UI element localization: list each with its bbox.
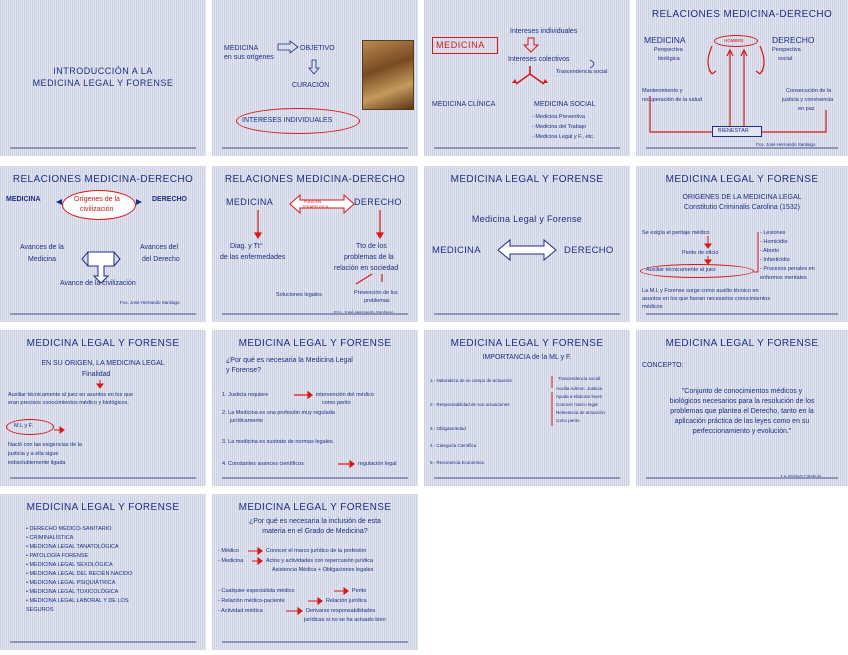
label-intereses-colectivos: Intereses colectivos <box>508 56 570 63</box>
label-perspectiva-biologica: Perspectiva <box>654 47 683 53</box>
label-derecho-2: del Derecho <box>142 256 180 263</box>
label-medicina: MEDICINA <box>224 45 259 52</box>
slide-10[interactable] <box>212 330 418 486</box>
list-item: • MEDICINA LEGAL DEL RECIÉN NACIDO <box>26 571 133 577</box>
list-item: - Aborto <box>760 248 780 254</box>
slide-12[interactable] <box>636 330 848 486</box>
list-item: • PATOLOGÍA FORENSE <box>26 553 89 559</box>
slide-divider <box>10 147 196 149</box>
label-auxiliar: Auxiliar técnicamente al juez <box>646 267 716 273</box>
label-curacion: CURACIÓN <box>292 82 330 89</box>
item-medicina-result-2: Asistencia Médica + Obligaciones legales <box>272 567 374 573</box>
slide-title: MEDICINA LEGAL Y FORENSE <box>26 502 180 513</box>
bracket-lines <box>424 330 630 486</box>
label-hombre: HOMBRE <box>724 38 744 43</box>
slide-divider <box>646 477 838 479</box>
slide-6[interactable] <box>212 166 418 322</box>
double-arrow <box>424 166 630 322</box>
item-especialista-result: Perito <box>352 588 367 594</box>
item-1-result: intervención del médico <box>316 392 374 398</box>
item-actividad-result: Derivarse responsabilidades <box>306 608 376 614</box>
footnote-line1: La M.L y Forense surge como auxilio técnico en <box>642 288 759 294</box>
right-item: Conocer marco legal <box>556 402 598 407</box>
slide-title: RELACIONES MEDICINA-DERECHO <box>12 174 194 185</box>
slide-title: MEDICINA LEGAL Y FORENSE <box>238 338 392 349</box>
list-item: • MEDICINA LEGAL SEXOLÓGICA <box>26 562 113 568</box>
label-perspectiva-social: Perspectiva <box>772 47 801 53</box>
slide-3[interactable] <box>424 0 630 156</box>
slide-divider <box>646 313 838 315</box>
slide-4[interactable] <box>636 0 848 156</box>
slide-title: MEDICINA LEGAL Y FORENSE <box>450 174 604 185</box>
item-medico-result: Conocer el marco jurídico de la profesión <box>266 548 367 554</box>
label-justicia: justicia y convivencia <box>782 97 834 103</box>
arrows <box>212 494 418 650</box>
label-mantenimiento: Mantenimiento y <box>642 88 683 94</box>
label-exigia: Se exigía el peritaje médico <box>642 230 710 236</box>
label-nacio-1: Nació con las exigencias de la <box>8 442 82 448</box>
label-medicina: MEDICINA <box>6 196 41 203</box>
slide-9[interactable] <box>0 330 206 486</box>
list-item: - Lesiones <box>760 230 786 236</box>
list-item: • CRIMINALÍSTICA <box>26 535 74 541</box>
label-prevencion: Prevención de los <box>354 290 398 296</box>
quote-line4: aplicación práctica de las leyes como en su <box>674 418 810 425</box>
label-recuperacion: recuperación de la salud <box>642 97 702 103</box>
arrows <box>212 330 418 486</box>
list-item: • MEDICINA LEGAL TANATOLÓGICA <box>26 544 119 550</box>
label-perito: Perito de oficio <box>682 250 719 256</box>
heading-importancia: IMPORTANCIA de la ML y F. <box>482 354 572 361</box>
painting-image <box>362 40 414 110</box>
heading-origen: EN SU ORIGEN, LA MEDICINA LEGAL <box>41 360 165 367</box>
label-intereses: INTERESES INDIVIDUALES <box>242 117 333 124</box>
label-nacio-2: justicia y a ella sigue <box>8 451 59 457</box>
label-origenes: Orígenes de la <box>74 196 120 203</box>
right-item: Relevancia de actuación <box>556 410 606 415</box>
item-relacion: - Relación médico-paciente <box>218 598 285 604</box>
right-item: Trascendencia social <box>558 376 601 381</box>
label-objetivo: OBJETIVO <box>300 45 335 52</box>
quote-line3: problemas que plantea el Derecho, tanto en la <box>670 408 814 415</box>
label-biologica: biológica <box>658 56 680 62</box>
item-medicina-result: Actos y actividades con repercusión jurídica <box>266 558 373 564</box>
label-medicina-clinica: MEDICINA CLÍNICA <box>432 101 496 108</box>
label-nacio-3: indisolublemente ligada <box>8 460 66 466</box>
slide-divider <box>434 147 620 149</box>
item-1: 1. Justicia requiere <box>222 392 269 398</box>
slide-title: MEDICINA LEGAL Y FORENSE <box>665 174 819 185</box>
label-medicina: MEDICINA <box>226 197 274 207</box>
question-line2: y Forense? <box>226 367 262 374</box>
label-tratamiento: Tto de los <box>356 243 387 250</box>
list-item: • MEDICINA LEGAL PSIQUIÁTRICA <box>26 580 116 586</box>
label-medicina: MEDICINA <box>436 40 485 50</box>
label-funcion: FUNCIÓN <box>304 200 322 204</box>
label-diagnostico: Diag. y Tt° <box>230 243 263 250</box>
item-2: 2.- Responsabilidad de sus actuaciones <box>430 402 510 407</box>
slide-title-line2: MEDICINA LEGAL Y FORENSE <box>32 78 174 88</box>
list-item: - Homicidio <box>760 239 788 245</box>
slide-divider <box>434 313 620 315</box>
label-civilizacion: civilización <box>80 206 114 213</box>
label-derecho: DERECHO <box>772 35 815 45</box>
item-3: 3.- Obligatoriedad <box>430 426 466 431</box>
slide-divider <box>10 641 196 643</box>
right-item: como perito <box>556 418 580 423</box>
label-paz: en paz <box>798 106 815 112</box>
list-item: - Medicina del Trabajo <box>532 124 587 130</box>
item-4: 4. Constantes avances científicos <box>222 461 304 467</box>
slide-title: RELACIONES MEDICINA-DERECHO <box>224 174 406 185</box>
label-medicina: MEDICINA <box>432 245 481 256</box>
item-1: 1.- Naturaleza de su campo de actuación <box>430 378 513 383</box>
list-item: - Infanticidio <box>760 257 790 263</box>
slide-1[interactable] <box>0 0 206 156</box>
right-item: Auxilia Admon. Justicia <box>556 386 603 391</box>
slide-divider <box>10 477 196 479</box>
label-terapeutica: TERAPÉUTICA <box>302 205 329 209</box>
slide-title: MEDICINA LEGAL Y FORENSE <box>665 338 819 349</box>
list-item: - Medicina Legal y F., etc. <box>532 134 595 140</box>
item-especialista: - Cualquier especialista médico <box>218 588 295 594</box>
label-derecho: DERECHO <box>354 197 402 207</box>
quote-line1: "Conjunto de conocimientos médicos y <box>681 388 803 395</box>
item-4-result: regulación legal <box>358 461 397 467</box>
slide-divider <box>434 477 620 479</box>
slide-14[interactable] <box>212 494 418 650</box>
slide-divider <box>222 313 408 315</box>
arrows <box>424 0 630 156</box>
question-line1: ¿Por qué es necesaria la Medicina Legal <box>226 357 353 364</box>
item-medicina: - Medicina <box>218 558 244 564</box>
label-problemas-2: problemas <box>364 298 390 304</box>
item-5: 5.- Resonancia Económica <box>430 460 484 465</box>
question-line1: ¿Por qué es necesaria la inclusión de esta <box>249 518 381 525</box>
slide-2[interactable] <box>212 0 418 156</box>
quote-line5: perfeccionamiento y evolución." <box>692 428 792 435</box>
label-enfermedades: de las enfermedades <box>220 254 286 261</box>
footnote-line2: asuntos en los que fueran necesarios conocimientos <box>642 296 771 302</box>
item-2: 2. La Medicina es una profesión muy regulada <box>222 410 335 416</box>
right-item: Ayuda a elaborar leyes <box>556 394 602 399</box>
label-avance-civilizacion: Avance de la civilización <box>60 280 136 287</box>
label-medicina-social: MEDICINA SOCIAL <box>534 101 596 108</box>
slide-13[interactable] <box>0 494 206 650</box>
label-derecho: DERECHO <box>152 196 188 203</box>
slide-divider <box>222 641 408 643</box>
slide-title: MEDICINA LEGAL Y FORENSE <box>450 338 604 349</box>
list-item: SEGUROS <box>26 607 54 613</box>
label-auxiliar-2: eran precisos conocimientos médico y biológicos. <box>8 400 129 406</box>
label-concepto: CONCEPTO: <box>642 362 684 369</box>
slide-11[interactable] <box>424 330 630 486</box>
label-derecho: DERECHO <box>564 245 614 256</box>
question-line2: materia en el Grado de Medicina? <box>262 528 368 535</box>
list-item: • DERECHO MÉDICO-SANITARIO <box>26 526 112 532</box>
label-relacion: relación en sociedad <box>334 265 399 272</box>
list-item: - Procesos penales en <box>760 266 815 272</box>
label-social: social <box>778 56 793 62</box>
quote-line2: biológicos necesarios para la resolución de los <box>669 398 815 405</box>
slide-divider <box>222 147 408 149</box>
list-item: - Medicina Preventiva <box>532 114 585 120</box>
label-auxiliar-1: Auxiliar técnicamente al juez en asuntos en los que <box>8 392 134 398</box>
label-avances-derecho: Avances del <box>140 244 179 251</box>
heading-constitutio: Constitutio Criminalis Carolina (1532) <box>684 204 800 211</box>
label-mlf: M.L y F. <box>14 423 34 429</box>
label-intereses-individuales: Intereses individuales <box>510 28 578 35</box>
label-problemas: problemas de la <box>344 254 394 261</box>
slide-title-line1: INTRODUCCIÓN A LA <box>53 66 153 76</box>
slide-8[interactable] <box>636 166 848 322</box>
label-trascendencia: Trascendencia social <box>556 69 608 75</box>
slide-title: MEDICINA LEGAL Y FORENSE <box>238 502 392 513</box>
item-actividad: - Actividad médica <box>218 608 263 614</box>
slide-7[interactable] <box>424 166 630 322</box>
item-relacion-result: Relación jurídica <box>326 598 367 604</box>
heading-origenes: ORIGENES DE LA MEDICINA LEGAL <box>682 194 802 201</box>
author-credit: Fco. José Hernando Santiago <box>120 300 180 305</box>
label-avances-medicina: Avances de la <box>20 244 64 251</box>
label-medicina-2: Medicina <box>28 256 57 263</box>
label-consecucion: Consecución de la <box>786 88 832 94</box>
label-subtitle: Medicina Legal y Forense <box>471 214 583 224</box>
label-bienestar: BIENESTAR <box>718 128 749 134</box>
list-item: • MEDICINA LEGAL TOXICOLÓGICA <box>26 589 119 595</box>
list-item: enfermos mentales <box>760 275 807 281</box>
item-3: 3. La medicina es sustrato de normas legales. <box>222 439 335 445</box>
footnote-line3: médicos <box>642 304 663 310</box>
slide-5[interactable] <box>0 166 206 322</box>
slide-divider <box>222 477 408 479</box>
label-soluciones: Soluciones legales <box>276 292 322 298</box>
item-medico: - Médico <box>218 548 240 554</box>
slide-title: RELACIONES MEDICINA-DERECHO <box>651 9 833 20</box>
label-finalidad: Finalidad <box>82 371 111 378</box>
slide-divider <box>646 147 838 149</box>
slide-title: MEDICINA LEGAL Y FORENSE <box>26 338 180 349</box>
slide-divider <box>10 313 196 315</box>
item-2b: jurídicamente <box>230 418 264 424</box>
list-item: • MEDICINA LEGAL LABORAL Y DE LOS <box>26 598 129 604</box>
item-1-result-2: como perito <box>322 400 351 406</box>
label-origenes: en sus orígenes <box>224 54 274 61</box>
item-actividad-result-2: jurídicas si no se ha actuado bien <box>304 617 386 623</box>
author-credit: Fco. José Hernando Santiago <box>756 142 816 147</box>
item-4: 4.- Categoría Científica <box>430 443 477 448</box>
label-medicina: MEDICINA <box>644 35 686 45</box>
